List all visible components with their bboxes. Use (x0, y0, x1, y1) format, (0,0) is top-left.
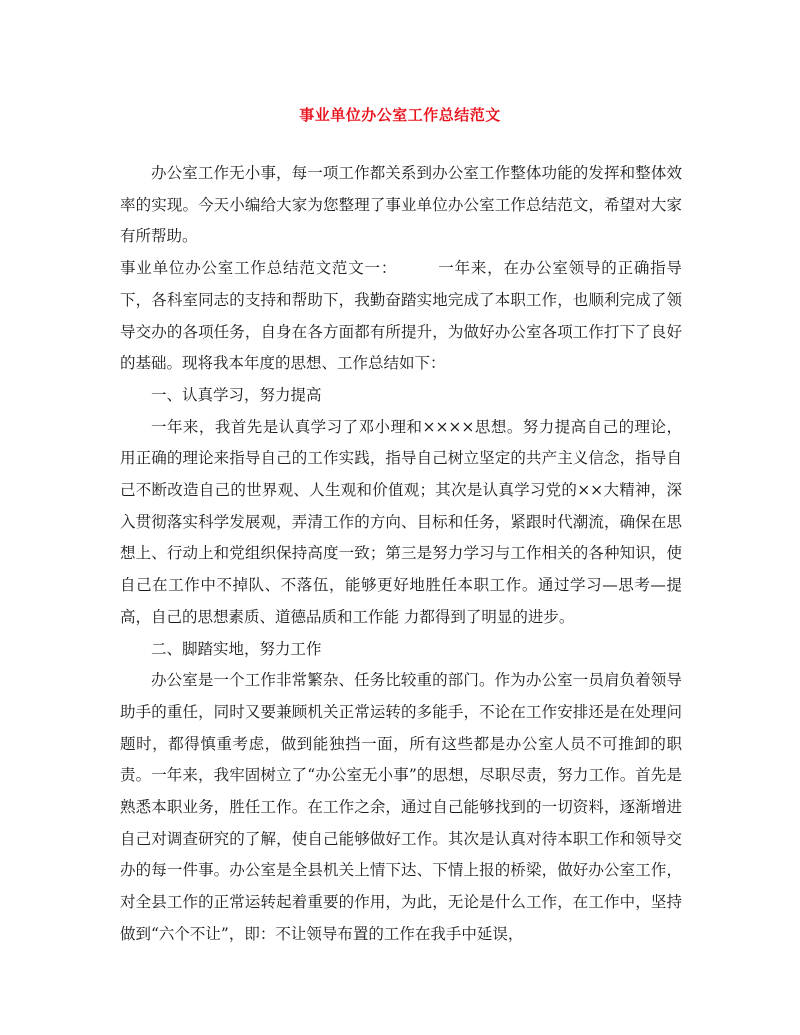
section-heading-work: 二、脚踏实地，努力工作 (151, 639, 322, 658)
document-title: 事业单位办公室工作总结范文 (299, 106, 501, 124)
paragraph-intro: 办公室工作无小事，每一项工作都关系到办公室工作整体功能的发挥和整体效率的实现。今天小编给大家为您整理了事业单位办公室工作总结范文，希望对大家有所帮助。 (120, 164, 682, 246)
document-body (120, 158, 682, 951)
section-heading-study: 一、认真学习，努力提高 (151, 385, 322, 404)
paragraph-work: 办公室是一个工作非常繁杂、任务比较重的部门。作为办公室一员肩负着领导助手的重任，同时又要兼顾机关正常运转的多能手，不论在工作安排还是在处理问题时，都得慎重考虑，做到能独挡一面，所有这些都是办公室人员不可推卸的职责。一年来，我牢固树立了“办公室无小事”的思想，尽职尽责，努力工作。首先是熟悉本职业务，胜任工作。在工作之余，通过自己能够找到的一切资料，逐渐增进自己对调查研究的了解，使自己能够做好工作。其次是认真对待本职工作和领导交办的每一件事。办公室是全县机关上情下达、下情上报的桥梁，做好办公室工作，对全县工作的正常运转起着重要的作用，为此，无论是什么工作，在工作中，坚持做到“六个不让”，即：不让领导布置的工作在我手中延误， (120, 671, 682, 943)
paragraph-study: 一年来，我首先是认真学习了邓小理和××××思想。努力提高自己的理论，用正确的理论来指导自己的工作实践，指导自己树立坚定的共产主义信念，指导自己不断改造自己的世界观、人生观和价值观；其次是认真学习党的××大精神，深入贯彻落实科学发展观，弄清工作的方向、目标和任务，紧跟时代潮流，确保在思想上、行动上和党组织保持高度一致；第三是努力学习与工作相关的各种知识，使自己在工作中不掉队、不落伍，能够更好地胜任本职工作。通过学习—思考—提高，自己的思想素质、道德品质和工作能 力都得到了明显的进步。 (120, 417, 682, 626)
paragraph-sample-one: 事业单位办公室工作总结范文范文一： 一年来，在办公室领导的正确指导下，各科室同志的支持和帮助下，我勤奋踏实地完成了本职工作，也顺利完成了领导交办的各项任务，自身在各方面都有所提升，为做好办公室各项工作打下了良好的基础。现将我本年度的思想、工作总结如下： (120, 259, 682, 373)
